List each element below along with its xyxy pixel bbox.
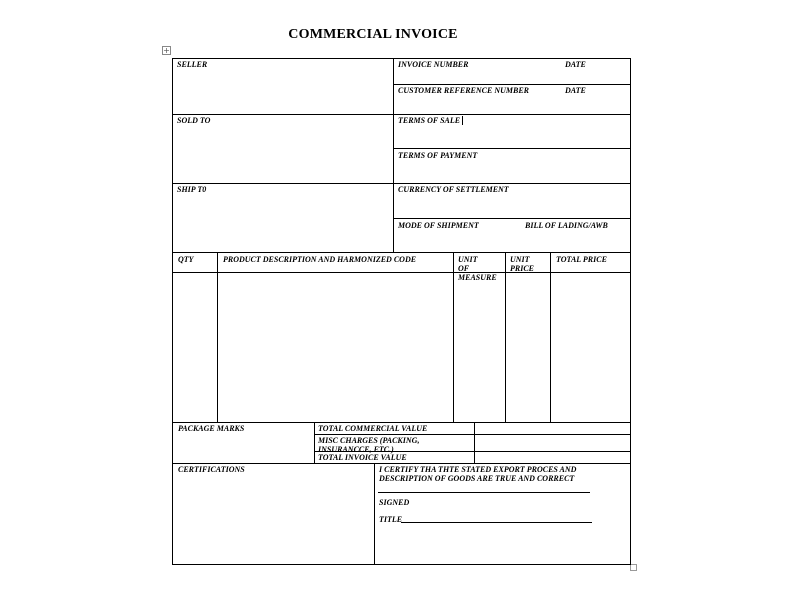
- ship-to-label: SHIP T0: [177, 185, 207, 194]
- unit-price-column-header: UNIT PRICE: [510, 255, 535, 273]
- seller-label: SELLER: [177, 60, 208, 69]
- text-cursor: [462, 116, 463, 125]
- reference-date-label: DATE: [565, 86, 586, 95]
- terms-of-payment-label: TERMS OF PAYMENT: [398, 151, 478, 160]
- signature-line[interactable]: [378, 484, 590, 493]
- total-price-column-header: TOTAL PRICE: [556, 255, 607, 264]
- title-field[interactable]: [401, 513, 592, 522]
- certification-statement: I CERTIFY THA THTE STATED EXPORT PROCES AND DESCRIPTION OF GOODS ARE TRUE AND CORRECT: [379, 465, 577, 483]
- total-commercial-value-field[interactable]: [475, 423, 630, 434]
- signed-label: SIGNED: [379, 498, 410, 507]
- currency-of-settlement-label: CURRENCY OF SETTLEMENT: [398, 185, 509, 194]
- qty-cell[interactable]: [173, 273, 217, 422]
- unit-price-cell[interactable]: [506, 273, 550, 422]
- title-label: TITLE: [379, 515, 403, 524]
- total-commercial-value-label: TOTAL COMMERCIAL VALUE: [318, 424, 428, 433]
- total-price-cell[interactable]: [551, 273, 630, 422]
- qty-column-header: QTY: [178, 255, 194, 264]
- unit-of-measure-column-header: UNIT OF MEASURE: [458, 255, 497, 282]
- customer-reference-label: CUSTOMER REFERENCE NUMBER: [398, 86, 530, 95]
- total-invoice-value-label: TOTAL INVOICE VALUE: [318, 453, 407, 462]
- terms-of-sale-label: TERMS OF SALE: [398, 116, 461, 125]
- mode-of-shipment-label: MODE OF SHIPMENT: [398, 221, 479, 230]
- bill-of-lading-label: BILL OF LADING/AWB: [525, 221, 608, 230]
- table-resize-handle-icon[interactable]: [630, 564, 637, 571]
- misc-charges-field[interactable]: [475, 435, 630, 451]
- total-invoice-value-field[interactable]: [475, 452, 630, 463]
- page-title: COMMERCIAL INVOICE: [288, 27, 458, 42]
- table-move-handle-icon[interactable]: +: [163, 46, 170, 55]
- unit-of-measure-cell[interactable]: [454, 273, 505, 422]
- invoice-date-label: DATE: [565, 60, 586, 69]
- description-cell[interactable]: [218, 273, 453, 422]
- invoice-number-label: INVOICE NUMBER: [398, 60, 469, 69]
- certifications-label: CERTIFICATIONS: [178, 465, 245, 474]
- sold-to-label: SOLD TO: [177, 116, 211, 125]
- description-column-header: PRODUCT DESCRIPTION AND HARMONIZED CODE: [223, 255, 417, 264]
- ship-to-field[interactable]: [173, 195, 392, 251]
- sold-to-field[interactable]: [173, 126, 392, 182]
- seller-field[interactable]: [173, 70, 392, 113]
- misc-charges-label: MISC CHARGES (PACKING, INSURANCCE, ETC.): [318, 436, 420, 454]
- package-marks-label: PACKAGE MARKS: [178, 424, 245, 433]
